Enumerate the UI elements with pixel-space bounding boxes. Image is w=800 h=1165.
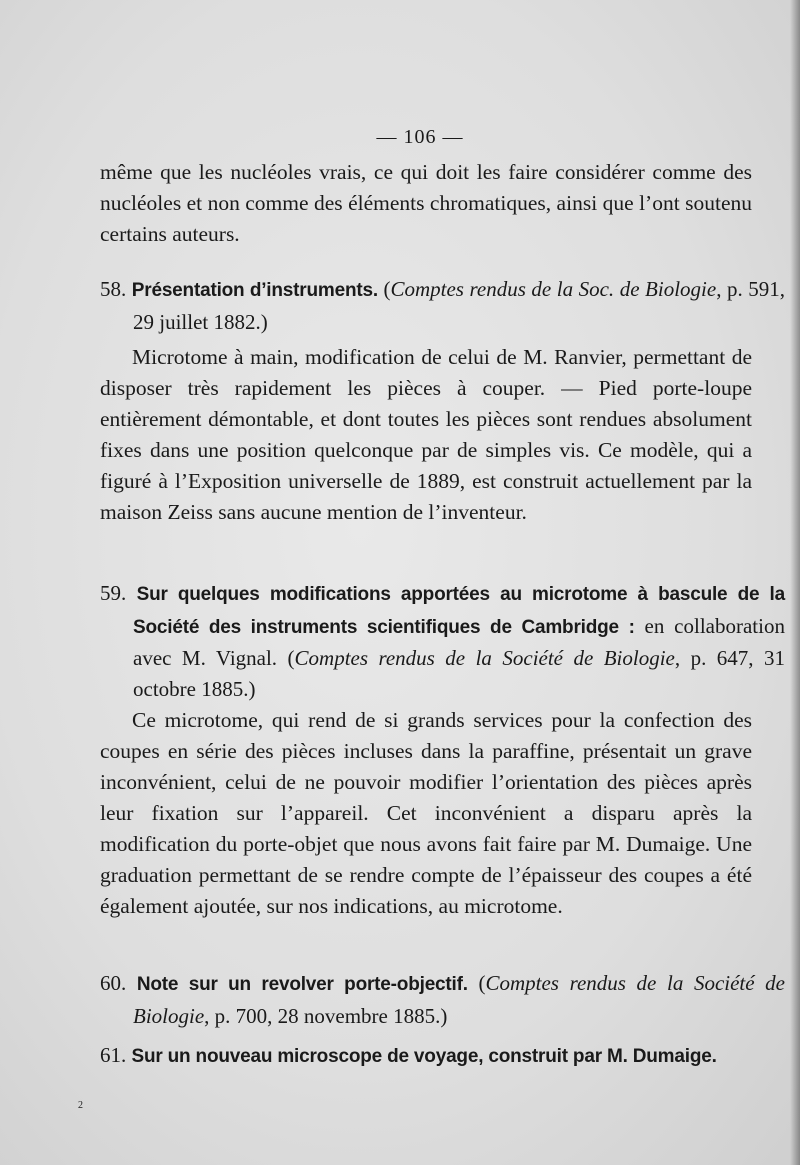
citation-details: , p. 700, 28 novembre 1885.) bbox=[204, 1003, 448, 1028]
entry-number: 58. bbox=[100, 277, 127, 301]
entry-61 bbox=[100, 1040, 785, 1073]
entry-title: Présentation d’instruments. bbox=[131, 280, 378, 301]
entry-number: 61. bbox=[100, 1043, 127, 1067]
entry-number: 59. bbox=[100, 581, 127, 605]
entry-title: Note sur un revolver porte-objectif. bbox=[136, 974, 468, 995]
citation-details: , p. 591, 29 juillet 1882.) bbox=[133, 277, 786, 334]
citation-details: , p. 647, 31 octobre 1885.) bbox=[133, 646, 785, 701]
entry-number: 60. bbox=[100, 971, 127, 995]
citation-journal: Comptes rendus de la Société de Biologie bbox=[133, 971, 786, 1028]
page-edge-shadow bbox=[790, 0, 800, 1165]
collaboration-note: en collaboration avec M. Vignal. ( bbox=[133, 613, 785, 670]
citation-open: ( bbox=[467, 971, 486, 995]
citation-journal: Comptes rendus de la Soc. de Biologie bbox=[390, 277, 717, 301]
entry-title: Sur un nouveau microscope de voyage, construit par M. Dumaige. bbox=[131, 1046, 717, 1067]
entry-60 bbox=[100, 968, 785, 1031]
intro-paragraph: même que les nucléoles vrais, ce qui doit les faire considérer comme des nucléoles et non comme des éléments chromatiques, ainsi que l’ont soutenu certains auteurs. bbox=[100, 160, 752, 246]
citation-open: ( bbox=[377, 277, 391, 301]
entry-58 bbox=[100, 274, 785, 337]
entry-title: Sur quelques modifications apportées au microtome à bascule de la Société des instruments scientifiques de Cambridge : bbox=[133, 584, 785, 638]
page-number: — 106 — bbox=[376, 126, 464, 148]
entry-59 bbox=[100, 578, 785, 704]
entry-58-body: Microtome à main, modification de celui de M. Ranvier, permettant de disposer très rapidement les pièces à couper. — Pied porte-loupe entièrement démontable, et dont toutes les pièces sont rendues absolument fixes dans une position quelconque par de simples vis. Ce modèle, qui a figuré à l’Exposition universelle de 1889, est construit actuellement par la maison Zeiss sans aucune mention de l’inventeur. bbox=[100, 345, 752, 524]
entry-59-body: Ce microtome, qui rend de si grands services pour la confection des coupes en série des pièces incluses dans la paraffine, présentait un grave inconvénient, celui de ne pouvoir modifier l’orientation des pièces après leur fixation sur l’appareil. Cet inconvénient a disparu après la modification du porte-objet que nous avons fait faire par M. Dumaige. Une graduation permettant de se rendre compte de l’épaisseur des coupes a été également ajoutée, sur nos indications, au microtome. bbox=[100, 708, 752, 918]
margin-mark: 2 bbox=[78, 1100, 83, 1111]
citation-journal: Comptes rendus de la Société de Biologie bbox=[294, 646, 675, 670]
